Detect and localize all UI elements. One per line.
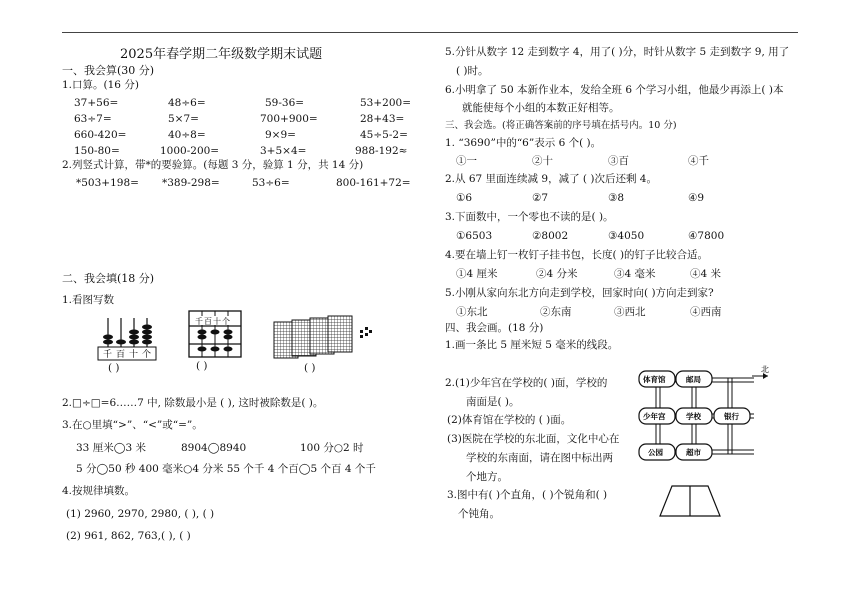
choice-option: ④9 xyxy=(688,192,705,204)
vertical-calc-item: 53÷6= xyxy=(252,177,290,189)
choice-option: ③西北 xyxy=(614,306,646,318)
choice-option: ④千 xyxy=(688,155,709,167)
draw-q1: 1.画一条比 5 厘米短 5 毫米的线段。 xyxy=(445,339,619,351)
choice-option: ②十 xyxy=(532,155,553,167)
fill-q6-line1: 6.小明拿了 50 本新作业本，发给全班 6 个学习小组，他最少再添上( )本 xyxy=(445,84,784,96)
choice-option: ①东北 xyxy=(456,306,488,318)
draw-q2-line6: 个地方。 xyxy=(466,471,508,483)
draw-q2-line2: 南面是( )。 xyxy=(466,396,520,408)
abacus-diagram xyxy=(96,312,166,366)
sequence-2: (2) 961, 862, 763,( ), ( ) xyxy=(66,530,191,542)
map-label: 公园 xyxy=(648,448,663,457)
choice-option: ③4 毫米 xyxy=(614,268,656,280)
choice-option: ②4 分米 xyxy=(536,268,578,280)
top-rule xyxy=(62,32,798,33)
map-label: 学校 xyxy=(686,412,701,421)
trapezoid-figure xyxy=(658,484,726,520)
fill-q3: 3.在○里填“>”、“<”或“=”。 xyxy=(62,419,203,431)
answer-paren: ( ) xyxy=(304,362,316,374)
fill-q6-line2: 就能使每个小组的本数正好相等。 xyxy=(462,102,620,114)
draw-q2-line4: (3)医院在学校的东北面，文化中心在 xyxy=(447,433,620,445)
sequence-1: (1) 2960, 2970, 2980, ( ), ( ) xyxy=(66,508,215,520)
oral-item: 5×7= xyxy=(168,113,199,125)
draw-q2-line3: (2)体育馆在学校的 ( )面。 xyxy=(447,414,572,426)
choice-q5: 5.小刚从家向东北方向走到学校，回家时向( )方向走到家? xyxy=(445,287,714,299)
section-2-heading: 二、我会填(18 分) xyxy=(62,272,155,285)
choice-option: ③4050 xyxy=(608,230,645,242)
oral-item: 3+5×4= xyxy=(260,145,307,157)
oral-item: 1000-200= xyxy=(160,145,220,157)
choice-option: ②8002 xyxy=(532,230,569,242)
oral-item: 988-192≈ xyxy=(355,145,408,157)
oral-item: 660-420= xyxy=(74,129,127,141)
draw-q2-line5: 学校的东南面，请在图中标出两 xyxy=(466,452,613,464)
draw-q2-line1: 2.(1)少年宫在学校的( )面，学校的 xyxy=(445,377,608,389)
choice-q2: 2.从 67 里面连续减 9，减了 ( )次后还剩 4。 xyxy=(445,173,657,185)
choice-option: ①4 厘米 xyxy=(456,268,498,280)
map-label: 银行 xyxy=(724,412,739,421)
section-3-heading: 三、我会选。(将正确答案前的序号填在括号内。10 分) xyxy=(445,120,677,131)
fill-q5-line1: 5.分针从数字 12 走到数字 4，用了( )分，时针从数字 5 走到数字 9, 用了 xyxy=(445,46,790,58)
map-label: 体育馆 xyxy=(643,375,666,384)
vertical-calc-item: 800-161+72= xyxy=(336,177,411,189)
exam-title: 2025年春学期二年级数学期末试题 xyxy=(120,47,323,62)
choice-option: ④4 米 xyxy=(690,268,722,280)
fill-q2: 2.□÷□=6……7 中, 除数最小是 ( ), 这时被除数是( )。 xyxy=(62,397,324,409)
section-4-heading: 四、我会画。(18 分) xyxy=(445,322,544,334)
map-label: 邮局 xyxy=(686,375,701,384)
question-1-heading: 1.口算。(16 分) xyxy=(62,79,139,91)
abacus-label: 千 xyxy=(195,317,203,326)
map-label: 少年宫 xyxy=(643,412,666,421)
abacus-label: 十 xyxy=(213,317,221,326)
oral-item: 48÷6= xyxy=(168,97,206,109)
choice-q4: 4.要在墙上钉一枚钉子挂书包，长度( )的钉子比较合适。 xyxy=(445,249,709,261)
vertical-calc-item: *503+198= xyxy=(76,177,139,189)
abacus-label: 千 xyxy=(103,350,113,360)
oral-item: 40÷8= xyxy=(168,129,206,141)
oral-item: 150-80= xyxy=(74,145,120,157)
choice-option: ①6503 xyxy=(456,230,493,242)
fill-q1: 1.看图写数 xyxy=(62,294,115,306)
oral-item: 37+56= xyxy=(74,97,119,109)
compare-row-2: 5 分◯50 秒 400 毫米○4 分米 55 个千 4 个百◯5 个百 4 个千 xyxy=(76,463,376,475)
answer-paren: ( ) xyxy=(108,362,120,374)
abacus-label: 个 xyxy=(222,317,230,326)
compare-item: 33 厘米◯3 米 xyxy=(76,442,146,454)
fill-q4: 4.按规律填数。 xyxy=(62,485,136,497)
draw-q3-line1: 3.图中有( )个直角，( )个锐角和( ) xyxy=(447,489,608,501)
oral-item: 28+43= xyxy=(360,113,405,125)
choice-option: ①6 xyxy=(456,192,473,204)
abacus-label: 十 xyxy=(129,350,139,360)
abacus-label: 个 xyxy=(142,350,152,360)
choice-option: ④7800 xyxy=(688,230,725,242)
oral-item: 700+900= xyxy=(260,113,318,125)
choice-q1: 1. “3690”中的“6”表示 6 个( )。 xyxy=(445,137,602,149)
oral-item: 63÷7= xyxy=(74,113,112,125)
map-label: 超市 xyxy=(686,448,701,457)
oral-item: 9×9= xyxy=(265,129,296,141)
question-2-heading: 2.列竖式计算，带*的要验算。(每题 3 分，验算 1 分，共 14 分) xyxy=(62,159,364,171)
choice-option: ③百 xyxy=(608,155,629,167)
choice-option: ②7 xyxy=(532,192,549,204)
fill-q5-line2: ( )时。 xyxy=(456,65,489,77)
answer-paren: ( ) xyxy=(196,360,208,372)
north-label: 北 xyxy=(761,365,769,374)
vertical-calc-item: *389-298= xyxy=(162,177,220,189)
abacus-label: 百 xyxy=(116,350,126,360)
compare-item: 100 分○2 时 xyxy=(300,442,364,454)
hundred-blocks-diagram xyxy=(274,316,374,362)
oral-item: 59-36= xyxy=(265,97,305,109)
map-diagram xyxy=(630,366,780,466)
choice-q3: 3.下面数中，一个零也不读的是( )。 xyxy=(445,211,614,223)
abacus-diagram-2 xyxy=(185,306,245,362)
oral-item: 45÷5-2= xyxy=(360,129,408,141)
compare-item: 8904◯8940 xyxy=(181,442,247,454)
section-1-heading: 一、我会算(30 分) xyxy=(62,64,155,77)
choice-option: ①一 xyxy=(456,155,477,167)
choice-option: ④西南 xyxy=(690,306,722,318)
oral-item: 53+200= xyxy=(360,97,411,109)
abacus-label: 百 xyxy=(204,317,212,326)
choice-option: ②东南 xyxy=(540,306,572,318)
choice-option: ③8 xyxy=(608,192,625,204)
draw-q3-line2: 个钝角。 xyxy=(458,508,500,520)
